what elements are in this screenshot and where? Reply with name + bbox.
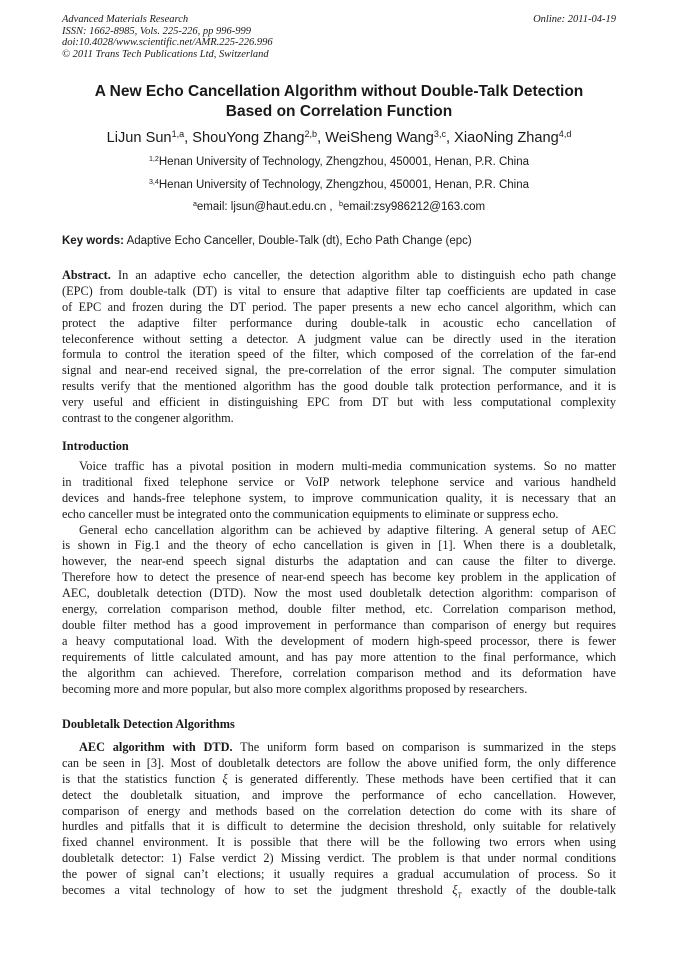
author-sup: 1,a bbox=[171, 129, 185, 140]
author-sup: 3,c bbox=[433, 129, 446, 140]
keywords-text: Adaptive Echo Canceller, Double-Talk (dt), Echo Path Change (epc) bbox=[126, 235, 472, 247]
author-list: LiJun Sun$^{1,a}$, ShouYong Zhang$^{2,b}$, WeiSheng Wang$^{3,c}$, XiaoNing Zhang$^{4,d}$ bbox=[106, 129, 572, 146]
xi-threshold-symbol: $\xi_T$ bbox=[452, 883, 462, 900]
xi-symbol: ξ bbox=[222, 771, 228, 786]
affiliation-2: $^{3,4}$Henan University of Technology, Zhengzhou, 450001, Henan, P.R. China bbox=[148, 178, 530, 191]
author-name: ShouYong Zhang bbox=[192, 130, 305, 146]
affiliation-1: $^{1,2}$Henan University of Technology, Zhengzhou, 450001, Henan, P.R. China bbox=[148, 155, 530, 168]
subsection-label: AEC algorithm with DTD. bbox=[79, 740, 233, 754]
title-line-1: A New Echo Cancellation Algorithm without Double-Talk Detection bbox=[94, 83, 584, 100]
online-date: Online: 2011-04-19 bbox=[533, 14, 616, 25]
author-name: XiaoNing Zhang bbox=[454, 130, 559, 146]
intro-paragraph-2: General echo cancellation algorithm can be achieved by adaptive filtering. A general setup of AEC is shown in Fig.1 and the theory of echo cancellation is given in [1]. When there is a doubletalk, however, the near-end speech signal disturbs the adaptation and can cause the filter to diverge. Therefore how to detect the presence of near-end speech has become key problem in the application of AEC, doubletalk detection (DTD). Now the most used doubletalk detection algorithm: comparison of energy, correlation comparison method, double filter method, etc. Correlation comparison method, double filter method has a good improvement in performance than comparison of energy but requires a heavy computational load. With the development of modern high-speed processor, there is fewer requirements of little calculated amount, and has pay more attention to the final performance, which the algorithm can achieved. Therefore, correlation comparison method and its deformation have becoming more and more popular, but also more complex algorithms proposed by researchers. bbox=[62, 522, 616, 696]
title-line-2: Based on Correlation Function bbox=[225, 103, 453, 120]
doubletalk-paragraph: AEC algorithm with DTD. The uniform form based on comparison is summarized in the steps can be seen in [3]. Most of doubletalk detectors are follow the above unified form, the only difference is that the statistics function ξ is generated differently. These methods have been certified that it can detect the doubletalk situation, and improve the performance of echo cancellation. However, comparison of energy and methods based on the correlation detection do come with its share of hurdles and pitfalls that it is difficult to determine the decision threshold, only suitable for relatively fixed channel environment. It is possible that there will be the following two errors when using doubletalk detector: 1) False verdict 2) Missing verdict. The problem is that under normal conditions the power of signal can’t elections; it usually requires a gradual accumulation of process. So it becomes a vital technology of how to set the judgment threshold $\xi_T$ exactly of the double-talk bbox=[62, 740, 617, 900]
intro-paragraph-1: Voice traffic has a pivotal position in modern multi-media communication systems. So no matter in traditional fixed telephone service or VoIP network telephone service and various handheld devices and hands-free telephone system, to improve communication quality, it is necessary that an echo canceller must be integrated onto the communication equipments to eliminate or suppress echo. bbox=[62, 459, 616, 521]
author-sup: 2,b bbox=[304, 129, 318, 140]
copyright-line: © 2011 Trans Tech Publications Ltd, Switzerland bbox=[62, 48, 269, 60]
keywords-label: Key words: bbox=[62, 235, 124, 247]
journal-header bbox=[62, 14, 273, 60]
author-name: WeiSheng Wang bbox=[325, 130, 434, 146]
author-emails: $^a$email: ljsun@haut.edu.cn , $^b$email:zsy986212@163.com bbox=[192, 200, 486, 213]
section-heading-introduction: Introduction bbox=[62, 439, 129, 453]
journal-name: Advanced Materials Research bbox=[62, 14, 189, 25]
keywords bbox=[62, 235, 616, 247]
abstract: Abstract. In an adaptive echo canceller, the detection algorithm able to distinguish echo path change (EPC) from double-talk (DT) is vital to ensure that adaptive filter tap coefficients are updated in case of EPC and frozen during the DT period. The paper presents a new echo cancel algorithm, which can protect the adaptive filter performance during double-talk in acoustic echo cancellation of teleconference without setting a detector. A judgment value can be directly used in the iteration formula to control the iteration speed of the filter, which composed of the correlation of the far-end signal and near-end received signal, the pre-correlation of the error signal. The computer simulation results verify that the mentioned algorithm has the good double talk protection performance, and it is very useful and efficient in distinguishing EPC from DT but with less computational complexity contrast to the congener algorithm. bbox=[62, 268, 616, 426]
author-name: LiJun Sun bbox=[106, 130, 172, 146]
section-heading-doubletalk: Doubletalk Detection Algorithms bbox=[62, 717, 235, 731]
email-a[interactable]: email: ljsun@haut.edu.cn , bbox=[196, 201, 333, 213]
author-sup: 4,d bbox=[558, 129, 572, 140]
abstract-label: Abstract. bbox=[62, 268, 111, 282]
doi-line: doi:10.4028/www.scientific.net/AMR.225-226.996 bbox=[62, 37, 273, 48]
issn-line: ISSN: 1662-8985, Vols. 225-226, pp 996-999 bbox=[62, 25, 251, 37]
email-b[interactable]: email:zsy986212@163.com bbox=[342, 201, 486, 213]
paper-title bbox=[62, 82, 616, 122]
